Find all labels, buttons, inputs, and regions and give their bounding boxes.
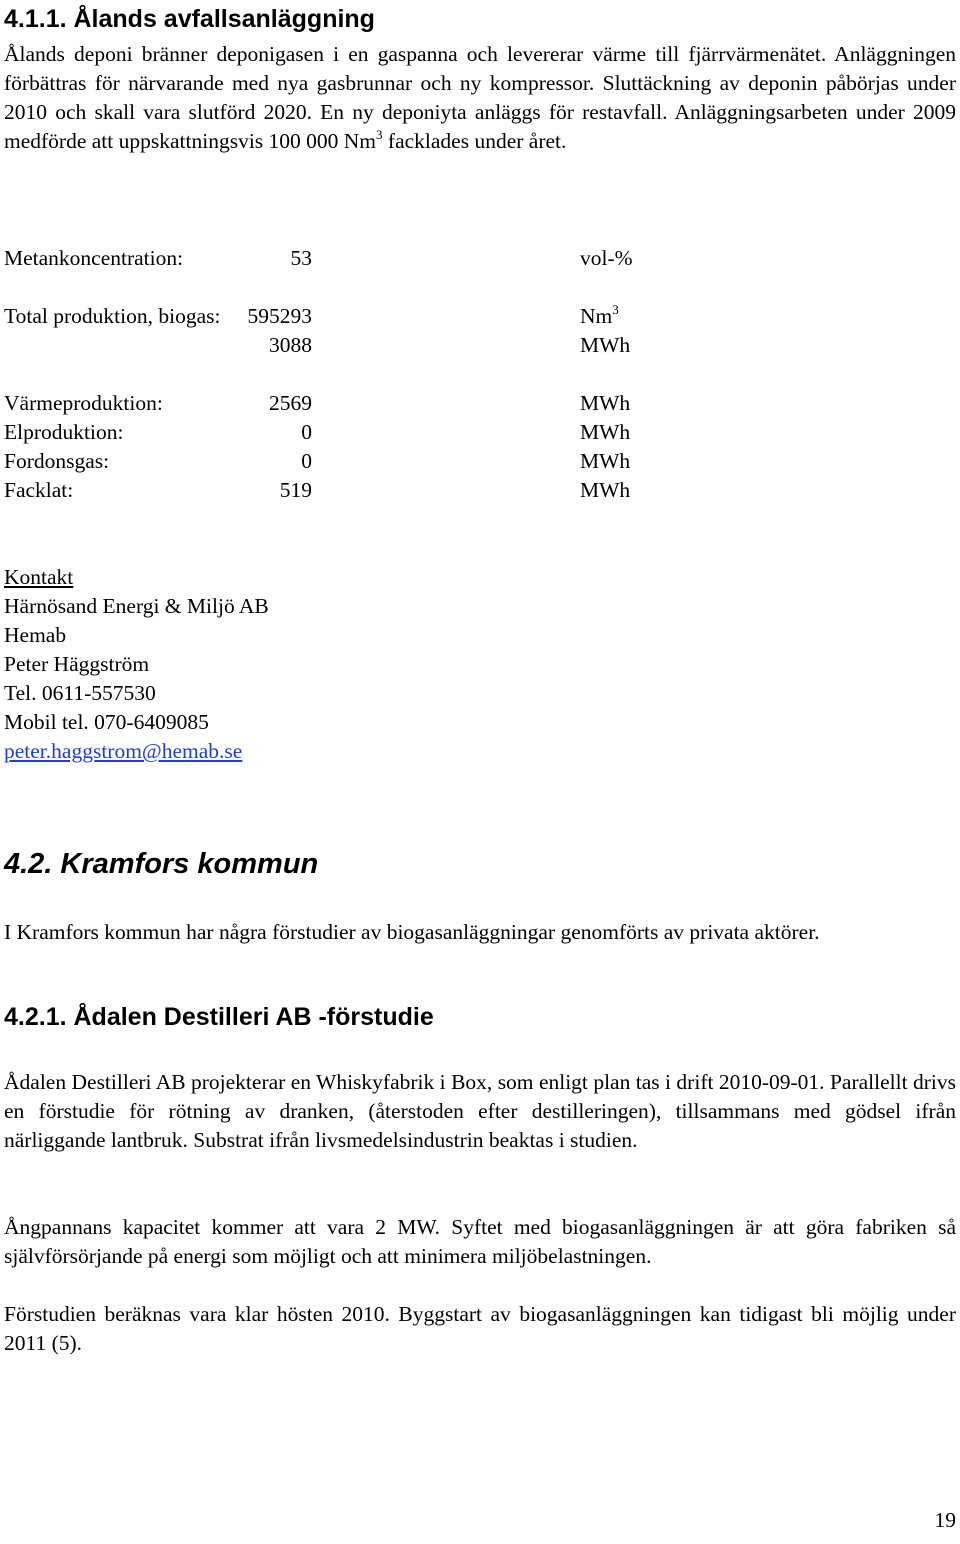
stat-row-facklat: [4, 476, 704, 505]
stat-unit: MWh: [580, 420, 631, 444]
stat-label: Värmeproduktion:: [4, 391, 163, 415]
page-number: 19: [934, 1508, 956, 1532]
stat-value: 0: [301, 420, 312, 444]
stat-row-biogas-energy: [4, 331, 704, 360]
superscript: 3: [612, 302, 619, 317]
stat-unit: MWh: [580, 333, 631, 357]
section-4-2-1-paragraph-2: Ångpannans kapacitet kommer att vara 2 MW. Syftet med biogasanläggningen är att göra fabriken så självförsörjande på energi som möjligt och att minimera miljöbelastningen.: [4, 1215, 956, 1268]
stat-value: 2569: [269, 391, 312, 415]
contact-person: Peter Häggström: [4, 652, 150, 676]
paragraph-text: Ålands deponi bränner deponigasen i en gaspanna och levererar värme till fjärrvärmenätet. Anläggningen förbättras för närvarande med nya gasbrunnar och ny kompressor. Sluttäckning av deponin påbörjas under 2010 och skall vara slutförd 2020. En ny deponiyta anläggs för restavfall. Anläggningsarbeten under 2009 medförde att uppskattningsvis 100 000 Nm: [4, 42, 956, 153]
stat-unit: vol-%: [580, 246, 633, 270]
stat-row-varme: [4, 389, 704, 418]
stat-label: Metankoncentration:: [4, 246, 184, 270]
section-heading-4-2-1: 4.2.1. Ådalen Destilleri AB -förstudie: [4, 1003, 434, 1031]
stat-label: Total produktion, biogas:: [4, 304, 221, 328]
section-4-2-paragraph: I Kramfors kommun har några förstudier av biogasanläggningar genomförts av privata aktörer.: [4, 920, 820, 944]
stat-value: 53: [290, 246, 312, 270]
stat-value: 3088: [269, 333, 312, 357]
stat-value: 519: [279, 478, 312, 502]
contact-company-short: Hemab: [4, 623, 67, 647]
stat-row-metan: [4, 244, 704, 273]
paragraph-text-end: facklades under året.: [382, 129, 567, 153]
superscript: 3: [376, 127, 383, 142]
stat-label: Elproduktion:: [4, 420, 124, 444]
unit-text: Nm: [580, 304, 613, 328]
stat-label: Fordonsgas:: [4, 449, 110, 473]
section-heading-4-1-1: 4.1.1. Ålands avfallsanläggning: [4, 5, 375, 33]
contact-email-link[interactable]: peter.haggstrom@hemab.se: [4, 739, 243, 763]
stat-unit: MWh: [580, 449, 631, 473]
contact-mobile: Mobil tel. 070-6409085: [4, 710, 209, 734]
section-heading-4-2: 4.2. Kramfors kommun: [4, 848, 319, 880]
section-4-1-1-paragraph: [4, 40, 956, 156]
stat-row-biogas: [4, 302, 704, 331]
stat-unit: MWh: [580, 478, 631, 502]
contact-heading: Kontakt: [4, 565, 74, 589]
section-4-2-1-paragraph-3: Förstudien beräknas vara klar hösten 2010. Byggstart av biogasanläggningen kan tidigast bli möjlig under 2011 (5).: [4, 1302, 956, 1355]
stat-row-fordon: [4, 447, 704, 476]
stat-unit: MWh: [580, 391, 631, 415]
stat-value: 0: [301, 449, 312, 473]
stat-row-el: [4, 418, 704, 447]
stat-value: 595293: [247, 304, 312, 328]
contact-phone: Tel. 0611-557530: [4, 681, 156, 705]
stat-label: Facklat:: [4, 478, 74, 502]
section-4-2-1-paragraph-1: Ådalen Destilleri AB projekterar en Whiskyfabrik i Box, som enligt plan tas i drift 2010-09-01. Parallellt drivs en förstudie för rötning av dranken, (återstoden efter destilleringen), tillsammans med gödsel ifrån närliggande lantbruk. Substrat ifrån livsmedelsindustrin beaktas i studien.: [4, 1070, 956, 1152]
stat-unit: [580, 302, 619, 331]
contact-block: [4, 563, 269, 766]
contact-company: Härnösand Energi & Miljö AB: [4, 594, 269, 618]
